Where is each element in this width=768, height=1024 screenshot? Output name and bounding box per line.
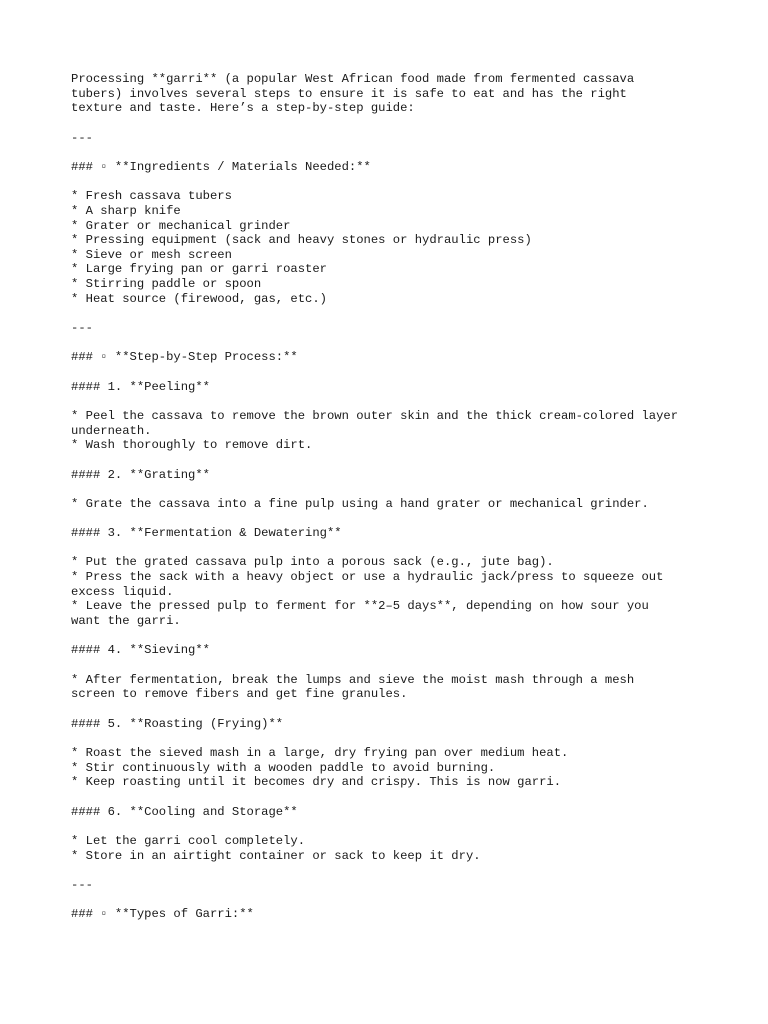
text-line: * Grate the cassava into a fine pulp using a hand grater or mechanical grinder.	[71, 496, 649, 511]
text-line: #### 3. **Fermentation & Dewatering**	[71, 526, 342, 541]
text-line: * Keep roasting until it becomes dry and crispy. This is now garri.	[71, 775, 562, 790]
text-line: * Stirring paddle or spoon	[71, 277, 262, 292]
text-line	[71, 145, 731, 160]
text-line	[71, 819, 731, 834]
text-line: #### 4. **Sieving**	[71, 643, 210, 658]
text-line: * Leave the pressed pulp to ferment for **2–5 days**, depending on how sour you	[71, 599, 649, 614]
text-line: * Peel the cassava to remove the brown outer skin and the thick cream-colored layer	[71, 408, 679, 423]
text-line: ### ▫ **Types of Garri:**	[71, 907, 254, 922]
text-line: underneath.	[71, 423, 152, 438]
text-line	[71, 365, 731, 380]
text-line: * Grater or mechanical grinder	[71, 218, 291, 233]
text-line	[71, 394, 731, 409]
text-line: texture and taste. Here’s a step-by-step guide:	[71, 101, 415, 116]
text-line: * Store in an airtight container or sack to keep it dry.	[71, 848, 481, 863]
text-line: * Wash thoroughly to remove dirt.	[71, 438, 313, 453]
text-line: #### 5. **Roasting (Frying)**	[71, 716, 284, 731]
text-line: * Put the grated cassava pulp into a porous sack (e.g., jute bag).	[71, 555, 554, 570]
text-line: #### 2. **Grating**	[71, 467, 210, 482]
text-line: * Sieve or mesh screen	[71, 247, 232, 262]
text-line: screen to remove fibers and get fine granules.	[71, 687, 408, 702]
text-line: * Fresh cassava tubers	[71, 189, 232, 204]
text-line: ---	[71, 130, 93, 145]
text-line: * A sharp knife	[71, 203, 181, 218]
text-line: * Roast the sieved mash in a large, dry frying pan over medium heat.	[71, 745, 569, 760]
text-line	[71, 702, 731, 717]
text-line: * Stir continuously with a wooden paddle to avoid burning.	[71, 760, 496, 775]
text-line	[71, 512, 731, 527]
text-line	[71, 541, 731, 556]
text-line: ---	[71, 321, 93, 336]
text-line	[71, 629, 731, 644]
text-line	[71, 790, 731, 805]
text-line: excess liquid.	[71, 584, 174, 599]
text-line	[71, 892, 731, 907]
text-line: * Let the garri cool completely.	[71, 833, 306, 848]
text-line	[71, 336, 731, 351]
text-line	[71, 863, 731, 878]
text-line	[71, 453, 731, 468]
document-body	[71, 72, 731, 922]
text-line	[71, 175, 731, 190]
text-line: ### ▫ **Ingredients / Materials Needed:**	[71, 159, 371, 174]
text-line: Processing **garri** (a popular West African food made from fermented cassava	[71, 72, 635, 86]
text-line: * Press the sack with a heavy object or use a hydraulic jack/press to squeeze out	[71, 570, 664, 585]
text-line: * After fermentation, break the lumps and sieve the moist mash through a mesh	[71, 672, 635, 687]
text-line: * Heat source (firewood, gas, etc.)	[71, 291, 327, 306]
text-line: #### 6. **Cooling and Storage**	[71, 804, 298, 819]
text-line	[71, 116, 731, 131]
text-line	[71, 482, 731, 497]
text-line	[71, 658, 731, 673]
text-line: * Large frying pan or garri roaster	[71, 262, 327, 277]
text-line: #### 1. **Peeling**	[71, 379, 210, 394]
text-line: * Pressing equipment (sack and heavy stones or hydraulic press)	[71, 233, 532, 248]
text-line: ---	[71, 877, 93, 892]
text-line: want the garri.	[71, 614, 181, 629]
text-line	[71, 306, 731, 321]
text-line: ### ▫ **Step-by-Step Process:**	[71, 350, 298, 365]
text-line	[71, 731, 731, 746]
text-line: tubers) involves several steps to ensure it is safe to eat and has the right	[71, 86, 627, 101]
